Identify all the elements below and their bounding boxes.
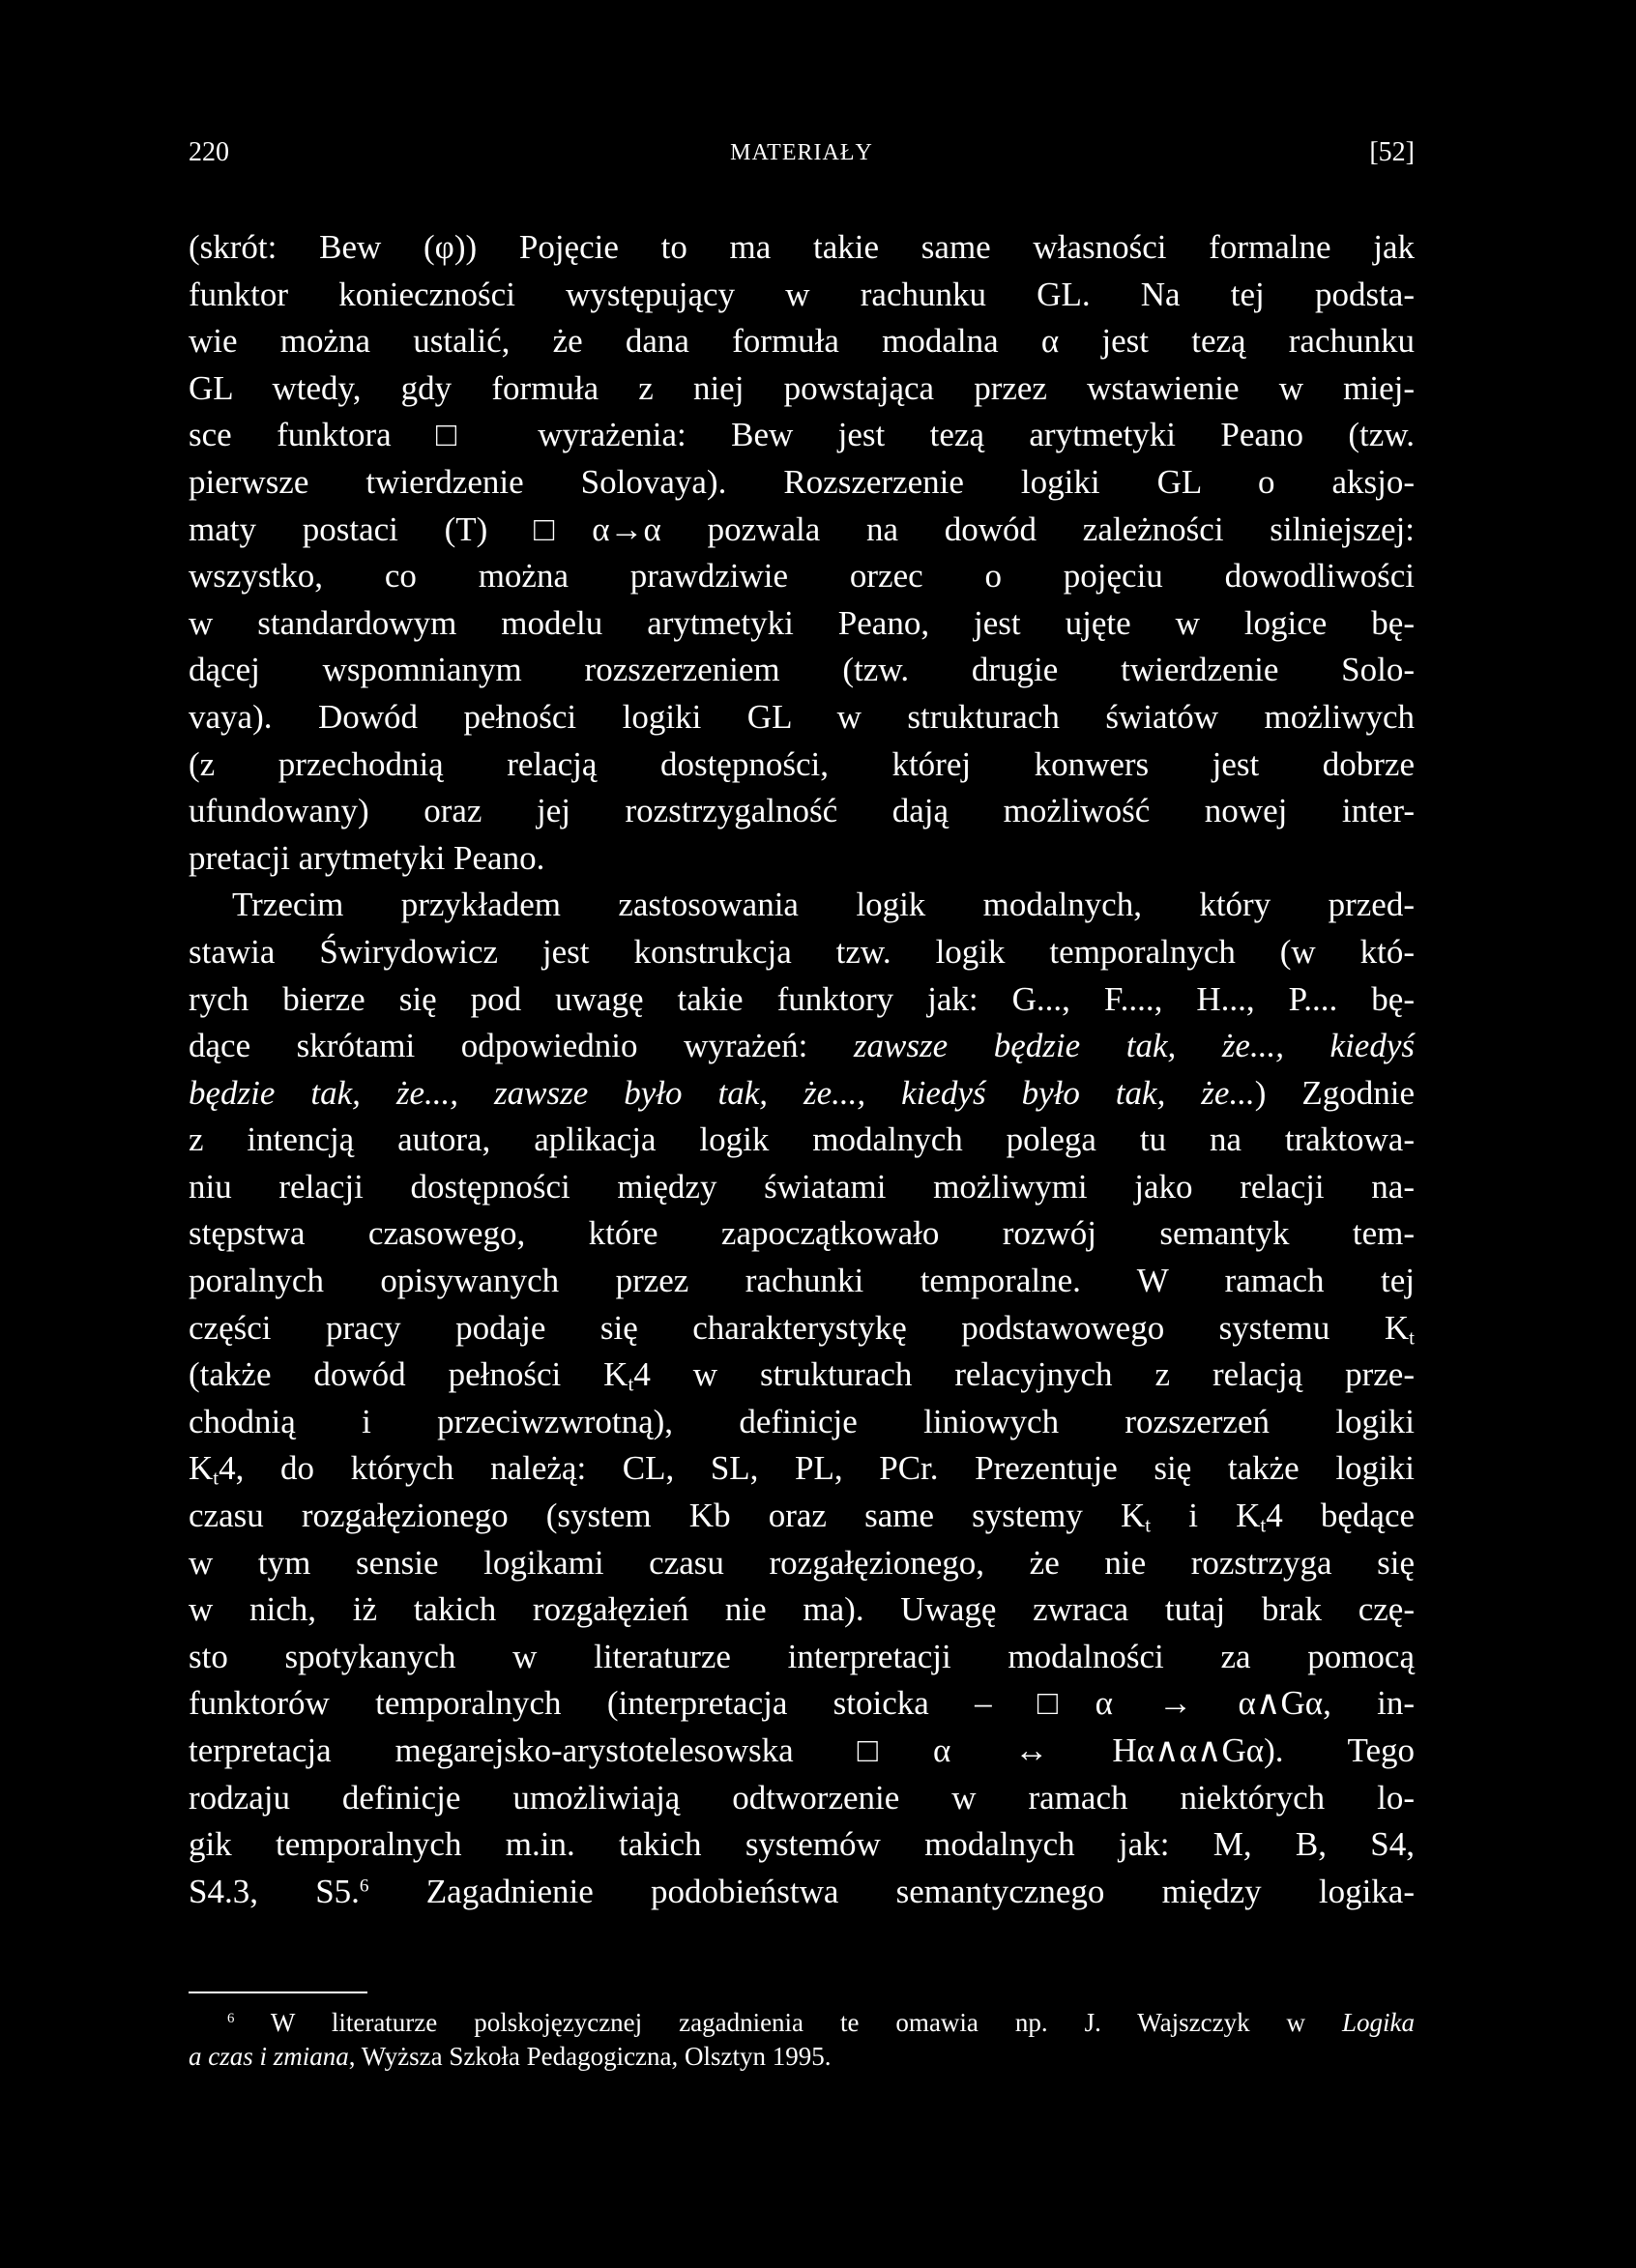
text-segment: 4 będące	[1266, 1497, 1416, 1535]
text-line: niu relacji dostępności między światami możliwymi jako relacji na-	[189, 1167, 1415, 1206]
text-line: maty postaci (T) □α→α pozwala na dowód zależności silniejszej:	[189, 509, 1415, 548]
text-line: (z przechodnią relacją dostępności, której konwers jest dobrze	[189, 744, 1415, 783]
text-line: stawia Świrydowicz jest konstrukcja tzw. logik temporalnych (w któ-	[189, 932, 1415, 971]
text-line: wie można ustalić, że dana formuła modalna α jest tezą rachunku	[189, 322, 1415, 361]
text-line: stępstwa czasowego, które zapoczątkowało rozwój semantyk tem-	[189, 1214, 1415, 1253]
text-line: GL wtedy, gdy formuła z niej powstająca przez wstawienie w miej-	[189, 368, 1415, 407]
footnote-ref: 6	[359, 1875, 369, 1897]
footnote-divider	[189, 1992, 367, 1993]
text-line	[189, 1869, 1415, 1916]
text-line: pretacji arytmetyki Peano.	[189, 838, 545, 877]
text-line: gik temporalnych m.in. takich systemów modalnych jak: M, B, S4,	[189, 1825, 1415, 1864]
footnote-line	[189, 2040, 1415, 2074]
text-line: ufundowany) oraz jej rozstrzygalność dają możliwość nowej inter-	[189, 792, 1415, 830]
text-segment: (także dowód pełności K	[189, 1355, 628, 1394]
text-segment: 4, do których należą: CL, SL, PL, PCr. Prezentuje się także logiki	[219, 1449, 1415, 1488]
italic-phrase: zawsze będzie tak, że..., kiedyś	[853, 1027, 1415, 1065]
footnote-text: , Wyższa Szkoła Pedagogiczna, Olsztyn 1995.	[348, 2042, 832, 2071]
footnote-text: W literaturze polskojęzycznej zagadnienia te omawia np. J. Wajszczyk w	[234, 2008, 1342, 2037]
text-line	[189, 1070, 1415, 1118]
text-line: rodzaju definicje umożliwiają odtworzenie w ramach niektórych lo-	[189, 1778, 1415, 1817]
text-line: w tym sensie logikami czasu rozgałęzionego, że nie rozstrzyga się	[189, 1543, 1415, 1582]
page-reference: [52]	[1369, 137, 1415, 167]
footnote-line	[189, 2006, 1415, 2040]
text-line: sto spotykanych w literaturze interpretacji modalności za pomocą	[189, 1637, 1415, 1675]
subscript-t: t	[213, 1466, 219, 1490]
text-line: w nich, iż takich rozgałęzień nie ma). Uwagę zwraca tutaj brak czę-	[189, 1590, 1415, 1629]
text-line: funktor konieczności występujący w rachunku GL. Na tej podsta-	[189, 275, 1415, 313]
footnote	[189, 2006, 1415, 2074]
text-segment: Zagadnienie podobieństwa semantycznego między logika-	[368, 1872, 1415, 1910]
text-line: vaya). Dowód pełności logiki GL w strukturach światów możliwych	[189, 697, 1415, 736]
text-segment: S4.3, S5.	[189, 1872, 360, 1910]
footnote-marker: 6	[227, 2011, 235, 2027]
text-line: wszystko, co można prawdziwie orzec o pojęciu dowodliwości	[189, 557, 1415, 596]
text-line	[189, 1445, 1415, 1493]
footnote-title: Logika	[1341, 2008, 1415, 2037]
page-number: 220	[189, 137, 229, 167]
text-line: funktorów temporalnych (interpretacja stoicka – □α → α∧Gα, in-	[189, 1684, 1415, 1723]
text-line: w standardowym modelu arytmetyki Peano, jest ujęte w logice bę-	[189, 603, 1415, 642]
text-segment: 4 w strukturach relacyjnych z relacją prze-	[633, 1355, 1415, 1394]
text-line: terpretacja megarejsko-arystotelesowska □α ↔ Hα∧α∧Gα). Tego	[189, 1731, 1415, 1769]
subscript-t: t	[1260, 1513, 1267, 1537]
text-line	[189, 1023, 1415, 1070]
text-segment: i K	[1151, 1497, 1261, 1535]
text-line	[189, 1305, 1415, 1352]
text-segment: części pracy podaje się charakterystykę podstawowego systemu K	[189, 1308, 1410, 1347]
text-line	[189, 1352, 1415, 1399]
text-line: pierwsze twierdzenie Solovaya). Rozszerzenie logiki GL o aksjo-	[189, 462, 1415, 501]
paragraph-start: Trzecim przykładem zastosowania logik modalnych, który przed-	[232, 886, 1415, 924]
running-title: MATERIAŁY	[730, 140, 873, 165]
text-line: (skrót: Bew (φ)) Pojęcie to ma takie same własności formalne jak	[189, 228, 1415, 266]
text-segment: dące skrótami odpowiednio wyrażeń:	[189, 1027, 854, 1065]
text-line: dącej wspomnianym rozszerzeniem (tzw. drugie twierdzenie Solo-	[189, 651, 1415, 689]
text-line: chodnią i przeciwzwrotną), definicje liniowych rozszerzeń logiki	[189, 1402, 1415, 1440]
text-line: rych bierze się pod uwagę takie funktory jak: G..., F...., H..., P.... bę-	[189, 979, 1415, 1018]
text-segment: K	[189, 1449, 214, 1488]
main-text	[189, 224, 1415, 1915]
text-segment: ) Zgodnie	[1254, 1073, 1415, 1112]
text-line: sce funktora □ wyrażenia: Bew jest tezą arytmetyki Peano (tzw.	[189, 416, 1415, 454]
subscript-t: t	[628, 1372, 634, 1396]
italic-phrase: będzie tak, że..., zawsze było tak, że..., kiedyś było tak, że...	[189, 1073, 1255, 1112]
text-line	[189, 1493, 1415, 1540]
text-line: poralnych opisywanych przez rachunki temporalne. W ramach tej	[189, 1262, 1415, 1300]
running-header	[189, 133, 1415, 172]
text-segment: czasu rozgałęzionego (system Kb oraz same systemy K	[189, 1497, 1146, 1535]
subscript-t: t	[1409, 1324, 1415, 1349]
footnote-title: a czas i zmiana	[189, 2042, 349, 2071]
text-line: z intencją autora, aplikacja logik modalnych polega tu na traktowa-	[189, 1120, 1415, 1159]
subscript-t: t	[1145, 1513, 1152, 1537]
